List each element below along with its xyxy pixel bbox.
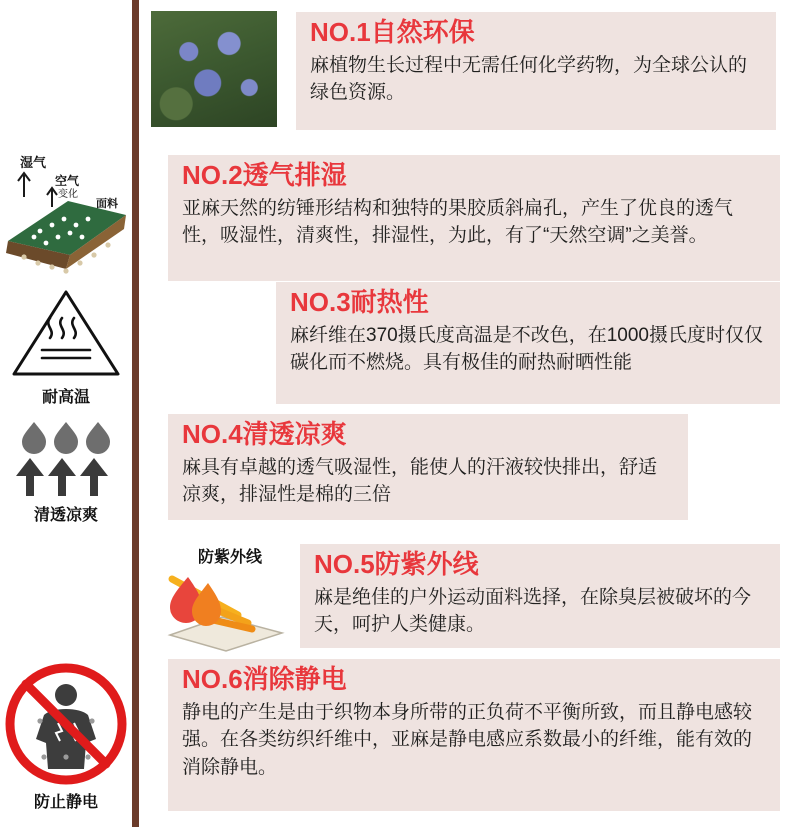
section-6 [0,655,800,827]
section-6-icon-cell [0,661,132,812]
section-4-card [168,414,688,520]
uv-protection-icon [160,569,290,653]
svg-text:湿气: 湿气 [20,155,47,170]
section-6-title: NO.6消除静电 [182,664,347,694]
section-3 [0,278,800,413]
section-4-caption: 清透凉爽 [33,507,98,524]
section-4 [0,410,800,540]
section-1-card [296,12,776,130]
section-2-card [168,155,780,281]
section-2-body: 亚麻天然的纺锤形结构和独特的果胶质斜扁孔，产生了优良的透气性，吸湿性，清爽性，排湿性，为此，有了“天然空调”之美誉。 [182,197,734,247]
section-3-title: NO.3耐热性 [290,287,429,317]
section-5-icon-cell [160,542,300,653]
section-5 [0,538,800,658]
svg-text:空气: 空气 [55,174,80,188]
section-5-body: 麻是绝佳的户外运动面料选择，在除臭层被破坏的今天，呵护人类健康。 [314,586,752,636]
svg-text:面料: 面料 [96,198,118,210]
section-4-icon-cell [0,410,132,525]
section-3-icon-cell [0,278,132,407]
section-1-title: NO.1自然环保 [310,17,475,47]
section-5-title: NO.5防紫外线 [314,549,479,579]
section-2 [0,145,800,285]
anti-static-prohibition-icon [0,661,132,787]
flax-flower-photo [148,8,280,130]
section-2-title: NO.2透气排湿 [182,160,347,190]
section-4-title: NO.4清透凉爽 [182,419,347,449]
moisture-airflow-fabric-icon [0,145,132,280]
section-6-caption: 防止静电 [33,794,98,811]
section-1 [0,0,800,145]
vertical-divider-line [132,0,139,827]
section-6-body: 静电的产生是由于织物本身所带的正负荷不平衡所致，而且静电感较强。在各类纺织纤维中，亚麻是静电感应系数最小的纤维，能有效的消除静电。 [182,701,753,778]
section-2-icon-cell [0,145,132,280]
section-5-card [300,544,780,648]
section-3-card [276,282,780,404]
section-1-body: 麻植物生长过程中无需任何化学药物，为全球公认的绿色资源。 [310,54,748,104]
cool-breathable-droplets-icon [0,418,132,500]
high-temperature-warning-icon [0,282,132,382]
svg-text:变化: 变化 [58,189,78,200]
section-4-body: 麻具有卓越的透气吸湿性，能使人的汗液较快排出，舒适凉爽，排湿性是棉的三倍 [182,456,658,506]
section-5-caption: 防紫外线 [197,549,262,566]
section-6-card [168,659,780,811]
section-3-caption: 耐高温 [41,389,90,406]
section-3-body: 麻纤维在370摄氏度高温是不改色，在1000摄氏度时仅仅碳化而不燃烧。具有极佳的耐热耐晒性能 [290,324,763,374]
